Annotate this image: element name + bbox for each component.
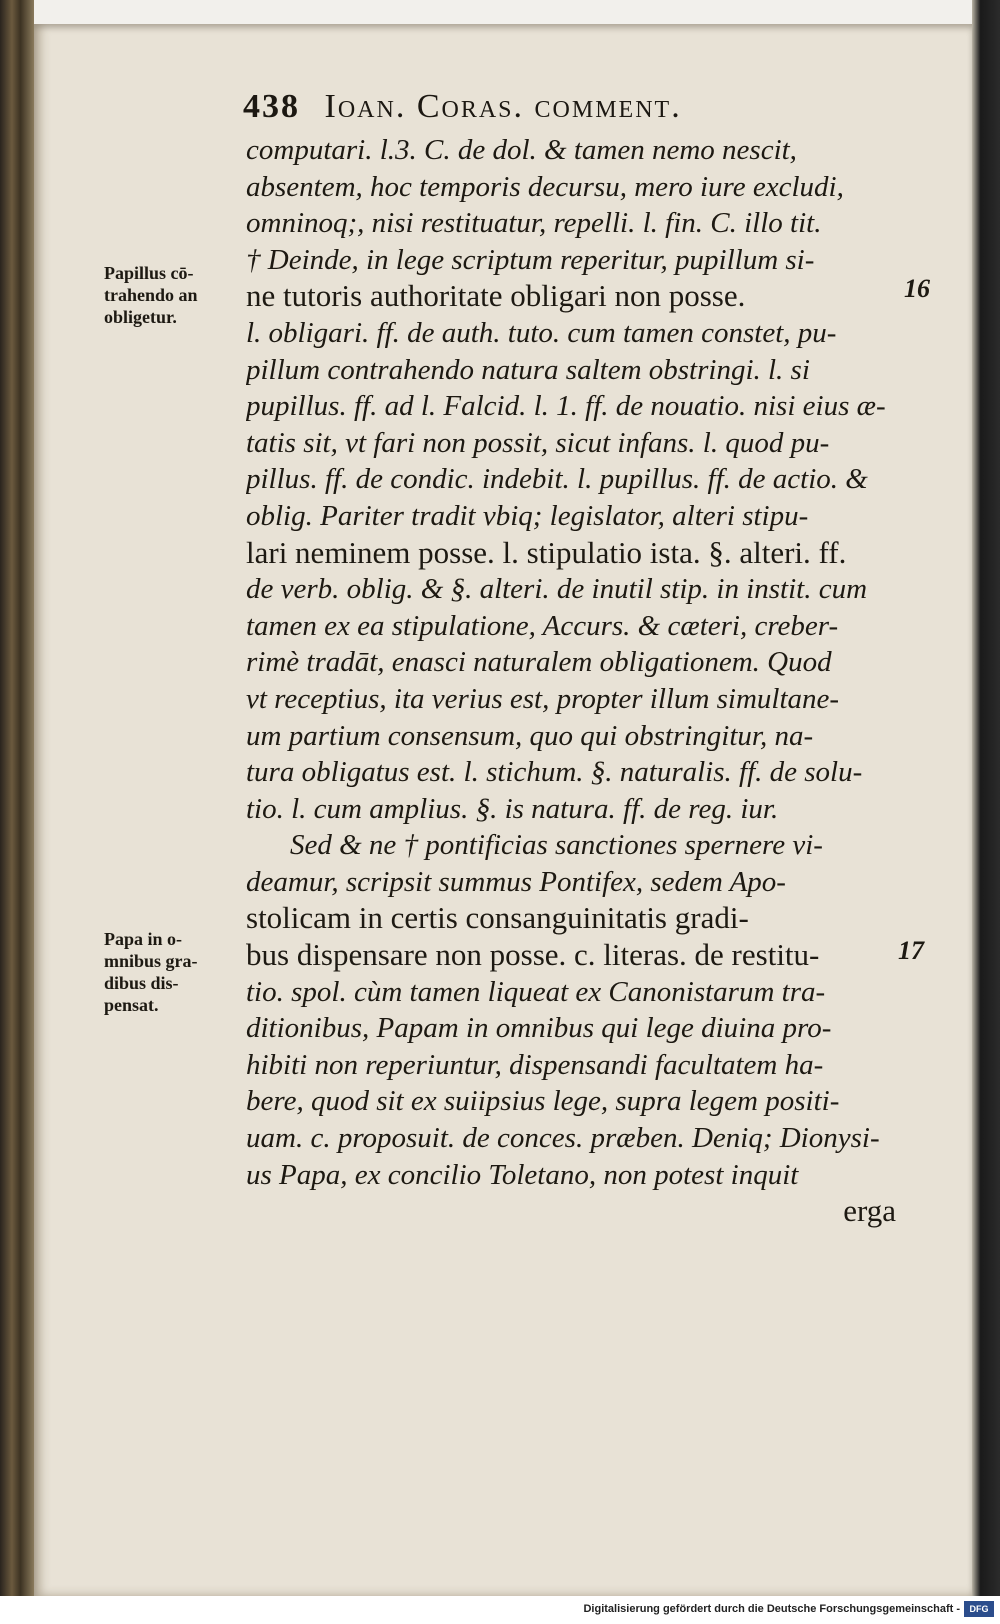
text-line: pupillus. ff. ad l. Falcid. l. 1. ff. de nouatio. nisi eius æ- bbox=[246, 390, 886, 423]
text-line: oblig. Pariter tradit vbiq; legislator, alteri stipu- bbox=[246, 499, 809, 532]
text-line: pillus. ff. de condic. indebit. l. pupillus. ff. de actio. & bbox=[246, 463, 868, 496]
text-line: de verb. oblig. & §. alteri. de inutil stip. in instit. cum bbox=[246, 573, 868, 606]
text-line: omninoq;, nisi restituatur, repelli. l. fin. C. illo tit. bbox=[246, 207, 822, 240]
catchword: erga bbox=[843, 1193, 896, 1229]
text-line: ne tutoris authoritate obligari non posse. bbox=[246, 278, 746, 314]
text-line: rimè tradāt, enasci naturalem obligationem. Quod bbox=[246, 646, 832, 679]
dfg-logo: DFG bbox=[964, 1601, 994, 1617]
text-line: tio. spol. cùm tamen liqueat ex Canonistarum tra- bbox=[246, 975, 826, 1008]
margin-number: 16 bbox=[904, 274, 930, 303]
sidenote-line: Papillus cō- bbox=[104, 263, 194, 283]
text-line: deamur, scripsit summus Pontifex, sedem Apo- bbox=[246, 865, 786, 898]
text-line: † Deinde, in lege scriptum reperitur, pupillum si- bbox=[246, 243, 815, 276]
body-text bbox=[246, 132, 896, 1230]
page-edge-shadow bbox=[972, 0, 1000, 1596]
text-line: Sed & ne † pontificias sanctiones spernere vi- bbox=[290, 829, 823, 862]
page-header bbox=[243, 88, 893, 138]
text-line: pillum contrahendo natura saltem obstringi. l. si bbox=[246, 353, 810, 386]
text-line: us Papa, ex concilio Toletano, non potest inquit bbox=[246, 1158, 799, 1191]
text-line: tio. l. cum amplius. §. is natura. ff. de reg. iur. bbox=[246, 792, 779, 825]
sidenote-line: Papa in o- bbox=[104, 929, 183, 949]
text-line: l. obligari. ff. de auth. tuto. cum tamen constet, pu- bbox=[246, 316, 837, 349]
sidenote-papa bbox=[104, 928, 244, 1016]
text-line: tatis sit, vt fari non possit, sicut infans. l. quod pu- bbox=[246, 426, 830, 459]
text-line: tamen ex ea stipulatione, Accurs. & cæteri, creber- bbox=[246, 609, 839, 642]
sidenote-line: mnibus gra- bbox=[104, 951, 198, 971]
running-title: Ioan. Coras. comment. bbox=[324, 88, 682, 125]
text-line: bus dispensare non posse. c. literas. de restitu- bbox=[246, 937, 820, 973]
sidenote-line: trahendo an bbox=[104, 285, 198, 305]
text-line: uam. c. proposuit. de conces. præben. Deniq; Dionysi- bbox=[246, 1122, 880, 1155]
text-line: vt receptius, ita verius est, propter illum simultane- bbox=[246, 682, 840, 715]
sidenote-line: obligetur. bbox=[104, 307, 177, 327]
text-line: um partium consensum, quo qui obstringitur, na- bbox=[246, 719, 814, 752]
book-binding-edge bbox=[0, 0, 34, 1596]
footer-credit: Digitalisierung gefördert durch die Deutsche Forschungsgemeinschaft - bbox=[583, 1603, 960, 1615]
sidenote-papillus bbox=[104, 262, 244, 328]
text-line: hibiti non reperiuntur, dispensandi facultatem ha- bbox=[246, 1048, 824, 1081]
page-number: 438 bbox=[243, 88, 300, 125]
sidenote-line: pensat. bbox=[104, 995, 159, 1015]
margin-number: 17 bbox=[898, 936, 924, 965]
text-line: computari. l.3. C. de dol. & tamen nemo nescit, bbox=[246, 134, 797, 166]
text-line: tura obligatus est. l. stichum. §. naturalis. ff. de solu- bbox=[246, 756, 863, 789]
text-line: lari neminem posse. l. stipulatio ista. §. alteri. ff. bbox=[246, 534, 847, 570]
text-line: ditionibus, Papam in omnibus qui lege diuina pro- bbox=[246, 1012, 832, 1045]
text-line: bere, quod sit ex suiipsius lege, supra legem positi- bbox=[246, 1085, 840, 1118]
text-line: stolicam in certis consanguinitatis gradi- bbox=[246, 900, 749, 936]
sidenote-line: dibus dis- bbox=[104, 973, 179, 993]
text-line: absentem, hoc temporis decursu, mero iure excludi, bbox=[246, 170, 844, 203]
